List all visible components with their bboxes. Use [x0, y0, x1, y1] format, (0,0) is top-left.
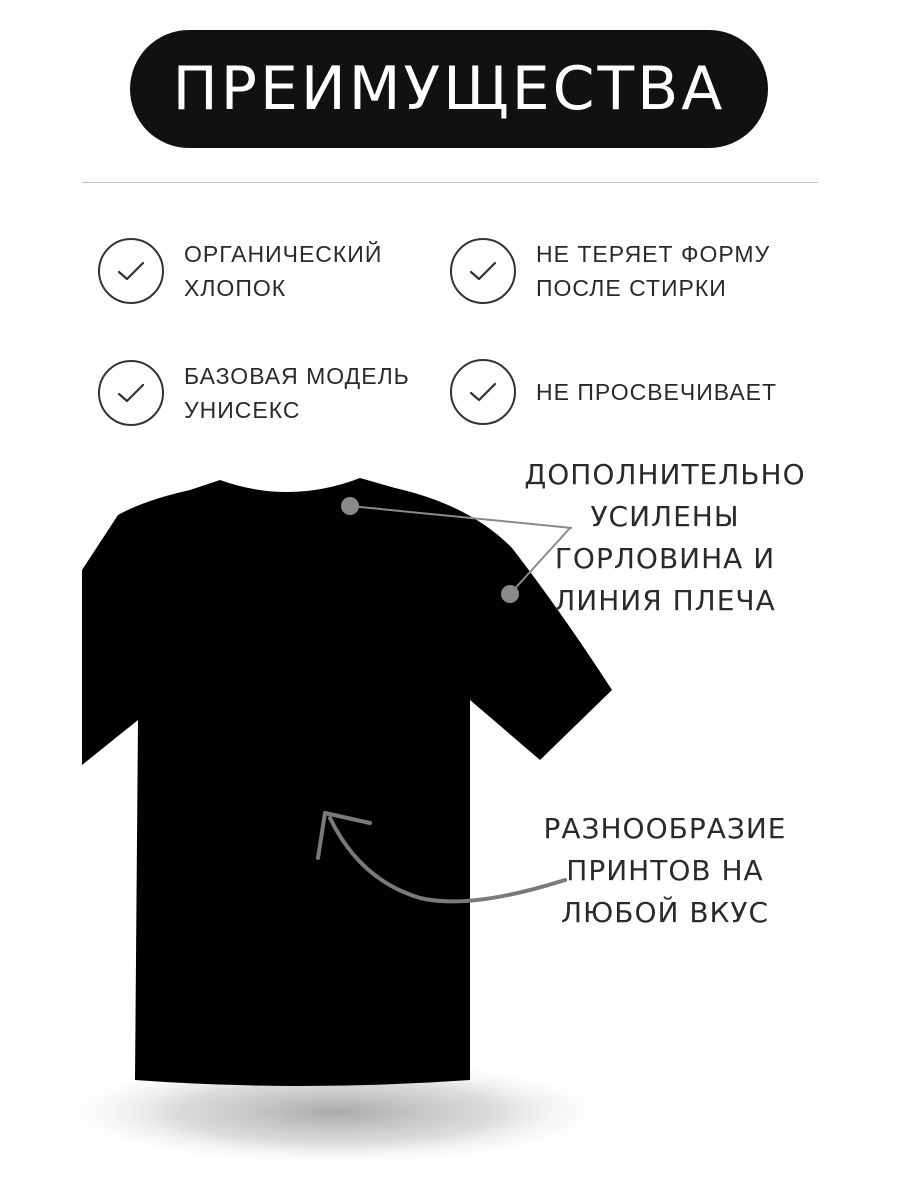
feature-label: БАЗОВАЯ МОДЕЛЬ УНИСЕКС	[184, 363, 410, 423]
annotation-reinforced: ДОПОЛНИТЕЛЬНО УСИЛЕНЫ ГОРЛОВИНА И ЛИНИЯ ПЛЕЧА	[524, 458, 806, 617]
page-title: ПРЕИМУЩЕСТВА	[172, 54, 726, 124]
feature-label: ОРГАНИЧЕСКИЙ ХЛОПОК	[184, 241, 383, 301]
feature-label: НЕ ТЕРЯЕТ ФОРМУ ПОСЛЕ СТИРКИ	[536, 241, 771, 301]
feature-label: НЕ ПРОСВЕЧИВАЕТ	[536, 379, 778, 405]
annotation-prints: РАЗНООБРАЗИЕ ПРИНТОВ НА ЛЮБОЙ ВКУС	[543, 812, 787, 929]
